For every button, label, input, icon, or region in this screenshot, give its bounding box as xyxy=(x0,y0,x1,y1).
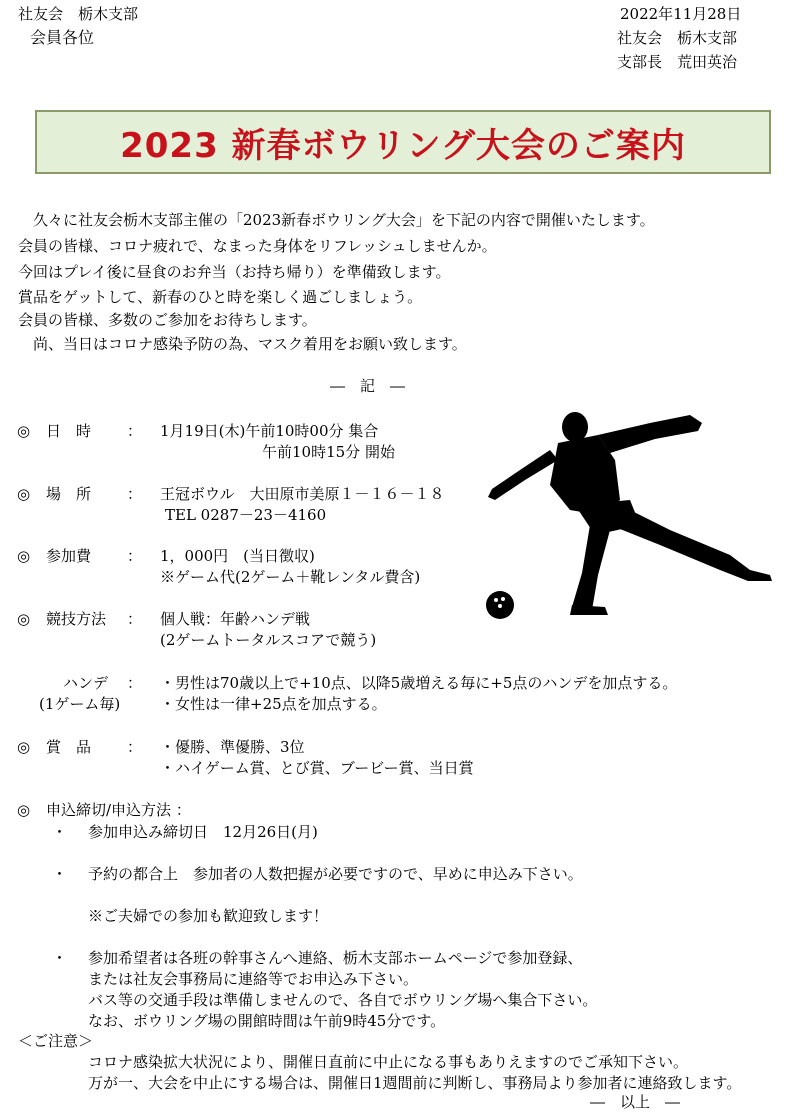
ki-heading: ― 記 ― xyxy=(330,377,406,395)
item-label-datetime: 日 時 xyxy=(46,422,92,440)
place-line1: 王冠ボウル 大田原市美原１－１６－１８ xyxy=(160,485,445,503)
sender-org-right: 社友会 栃木支部 xyxy=(617,29,738,47)
apply-deadline: 参加申込み締切日 12月26日(月) xyxy=(88,823,318,841)
item-label-method: 競技方法 xyxy=(46,610,107,628)
bullet-mark: ◎ xyxy=(17,610,31,628)
fee-line1: 1，000円 (当日徴収) xyxy=(160,547,315,565)
intro-line: 今回はプレイ後に昼食のお弁当（お持ち帰り）を準備致します。 xyxy=(18,263,451,281)
intro-line: 賞品をゲットして、新春のひと時を楽しく過ごしましょう。 xyxy=(18,288,423,306)
bullet-mark: ◎ xyxy=(17,801,31,819)
fee-line2: ※ゲーム代(2ゲーム＋靴レンタル費含) xyxy=(160,568,421,586)
item-label-place: 場 所 xyxy=(46,485,92,503)
issue-date: 2022年11月28日 xyxy=(620,5,742,23)
intro-line: 尚、当日はコロナ感染予防の為、マスク着用をお願い致します。 xyxy=(33,335,467,353)
caution-line: 万が一、大会を中止にする場合は、開催日1週間前に判断し、事務局より参加者に連絡致します。 xyxy=(88,1074,742,1092)
closing-mark: ― 以上 ― xyxy=(590,1093,681,1111)
recipient-line: 会員各位 xyxy=(30,28,95,47)
prizes-line2: ・ハイゲーム賞、とび賞、ブービー賞、当日賞 xyxy=(160,759,474,777)
method-line2: (2ゲームトータルスコアで競う) xyxy=(160,631,377,649)
bullet-mark: ◎ xyxy=(17,485,31,503)
item-label-prizes: 賞 品 xyxy=(46,738,92,756)
apply-heading: 申込締切/申込方法 ： xyxy=(46,801,191,819)
item-label-handicap: ハンデ xyxy=(63,674,109,692)
item-colon: ： xyxy=(127,547,143,565)
item-colon: ： xyxy=(127,674,143,692)
caution-heading: ＜ご注意＞ xyxy=(18,1032,94,1050)
item-colon: ： xyxy=(127,610,143,628)
bullet-mark: ◎ xyxy=(17,547,31,565)
apply-bullet: ・ xyxy=(52,865,68,883)
handicap-sublabel: (1ゲーム毎) xyxy=(39,695,121,713)
intro-line: 久々に社友会栃木支部主催の「2023新春ボウリング大会」を下記の内容で開催いたします。 xyxy=(33,211,655,229)
caution-line: コロナ感染拡大状況により、開催日直前に中止になる事もありえますのでご承知下さい。 xyxy=(88,1053,689,1071)
datetime-line1: 1月19日(木)午前10時00分 集合 xyxy=(160,422,379,440)
method-line1: 個人戦：年齢ハンデ戦 xyxy=(160,610,311,628)
intro-line: 会員の皆様、多数のご参加をお待ちします。 xyxy=(18,311,317,329)
place-line2: TEL 0287－23－4160 xyxy=(165,506,327,524)
apply-bullet: ・ xyxy=(52,949,68,967)
apply-reservation: 予約の都合上 参加者の人数把握が必要ですので、早めに申込み下さい。 xyxy=(88,865,583,883)
branch-chief: 支部長 荒田英治 xyxy=(617,53,738,71)
prizes-line1: ・優勝、準優勝、3位 xyxy=(160,738,305,756)
bowler-silhouette-icon xyxy=(480,405,780,620)
handicap-line2: ・女性は一律+25点を加点する。 xyxy=(160,695,387,713)
title-banner xyxy=(35,110,771,174)
item-colon: ： xyxy=(127,738,143,756)
intro-line: 会員の皆様、コロナ疲れで、なまった身体をリフレッシュしませんか。 xyxy=(18,237,497,255)
bullet-mark: ◎ xyxy=(17,738,31,756)
item-colon: ： xyxy=(127,485,143,503)
handicap-line1: ・男性は70歳以上で+10点、以降5歳増える毎に+5点のハンデを加点する。 xyxy=(160,674,678,692)
apply-method-line: または社友会事務局に連絡等でお申込み下さい。 xyxy=(88,970,419,988)
datetime-line2: 午前10時15分 開始 xyxy=(262,443,395,461)
apply-method-line: 参加希望者は各班の幹事さんへ連絡、栃木支部ホームページで参加登録、 xyxy=(88,949,583,967)
item-colon: ： xyxy=(127,422,143,440)
apply-bullet: ・ xyxy=(52,823,68,841)
page-title: 2023 新春ボウリング大会のご案内 xyxy=(120,125,686,166)
apply-method-line: バス等の交通手段は準備しませんので、各自でボウリング場へ集合下さい。 xyxy=(88,991,598,1009)
item-label-fee: 参加費 xyxy=(46,547,92,565)
apply-note: ※ご夫婦での参加も歓迎致します！ xyxy=(88,907,329,925)
apply-method-line: なお、ボウリング場の開館時間は午前9時45分です。 xyxy=(88,1012,446,1030)
sender-org: 社友会 栃木支部 xyxy=(18,5,139,23)
bullet-mark: ◎ xyxy=(17,422,31,440)
